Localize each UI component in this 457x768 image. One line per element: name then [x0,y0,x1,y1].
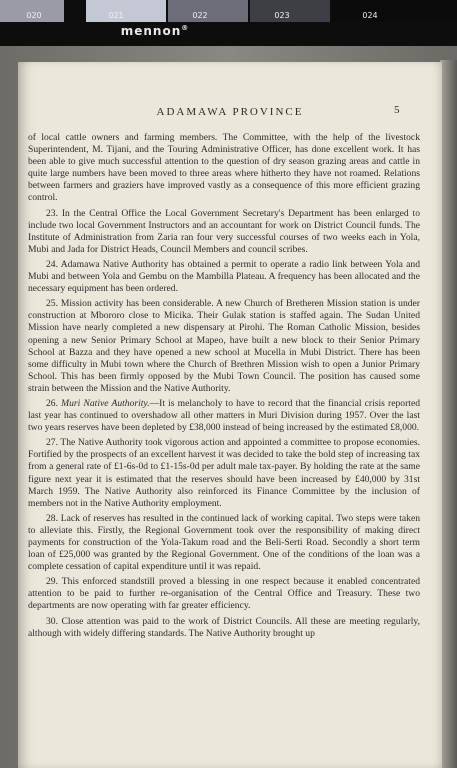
document-page [18,62,442,768]
paragraph-26-number: 26. [46,397,58,409]
page-stack-edge [440,60,457,768]
paragraph-25: 25. Mission activity has been considerable. A new Church of Bretheren Mission station is under construction at Mbororo close to Micika. Their Gulak station is staffed again. The Sudan United Mission have nearly completed a new dispensary at Pirohi. The Roman Catholic Mission, besides opening a new Senior Primary School at Mapeo, have built a new block to their Senior Primary School at Bazza and they have opened a new school at Mucella in Mubi District. There has been some difficulty in Mubi town where the Church of Brethren Mission wish to open a Junior Primary School. This has been firmly opposed by the Mubi Town Council. The position has caused some strain between the Mission and the Native Authority. [28,298,420,394]
patch-label-023: 023 [274,11,290,20]
paragraph: of local cattle owners and farming members. The Committee, with the help of the livestock Superintendent, M. Tijani, and the Touring Administrative Officer, has done excellent work. It has been able to give much successful attention to the question of dry season grazing areas and cattle in quite large numbers have been moved to three areas where hitherto they have not roamed. Relations between farmers and graziers have improved vastly as a consequence of this more efficient grazing control. [28,132,420,204]
paragraph-30: 30. Close attention was paid to the work of District Councils. All these are meeting regularly, although with widely differing standards. The Native Authority brought up [28,615,420,639]
paragraph-24: 24. Adamawa Native Authority has obtained a permit to operate a radio link between Yola and Mubi and between Yola and Gembu on the Mambilla Plateau. A frequency has been allocated and the necessary equipment has been ordered. [28,258,420,295]
paragraph-29: 29. This enforced standstill proved a blessing in one respect because it enabled concentrated attention to be paid to further re-organisation of the Central Office and Treasury. These two departments are now operating with far greater efficiency. [28,576,420,612]
paragraph-27: 27. The Native Authority took vigorous action and appointed a committee to propose economies. Fortified by the prospects of an excellent harvest it was decided to take the bold step of increasing tax from a general rate of £1-6s-0d to £1-15s-0d per adult male tax-payer. By holding the rate at the same figure next year it is estimated that the reserves should have been increased by £40,000 by 31st March 1959. The Native Authority also reinforced its Finance Committee by the inclusion of members not in the Native Authority employment. [28,437,420,509]
brand-name: mennon [120,24,182,38]
page-number: 5 [394,104,400,116]
registered-mark-icon: ® [181,24,190,32]
patch-label-022: 022 [192,11,208,20]
paragraph-26-text: —It is melancholy to have to record that the financial crisis reported last year has continued to overshadow all other matters in Muri Division during 1957. Over the last two years reserves have been depleted by £38,000 instead of being increased by the estimated £8,000. [28,397,420,434]
brand-logo [0,24,310,38]
running-head: ADAMAWA PROVINCE [156,106,304,118]
paragraph-23: 23. In the Central Office the Local Government Secretary's Department has been enlarged to include two local Government Instructors and an accountant for work on District Council funds. The Institute of Administration from Zaria ran four very successful courses of two weeks each in Yola, Mubi and Jada for District Heads, Council Members and council scribes. [28,207,420,255]
patch-label-021: 021 [108,11,124,20]
patch-label-020: 020 [26,11,42,20]
paragraph-26 [28,398,420,434]
patch-label-024: 024 [362,11,378,20]
paragraph-26-heading: Muri Native Authority. [61,397,150,409]
color-calibration-strip [0,0,457,46]
body-text [28,132,420,643]
paragraph-28: 28. Lack of reserves has resulted in the continued lack of working capital. Two steps were taken to alleviate this. Firstly, the Regional Government took over the responsibility of making direct payments for construction of the Yola-Takum road and the Beli-Serti Road. Secondly a short term loan of £25,000 was granted by the Regional Government. One of the conditions of the loan was a complete cessation of capital expenditure until it was repaid. [28,512,420,573]
